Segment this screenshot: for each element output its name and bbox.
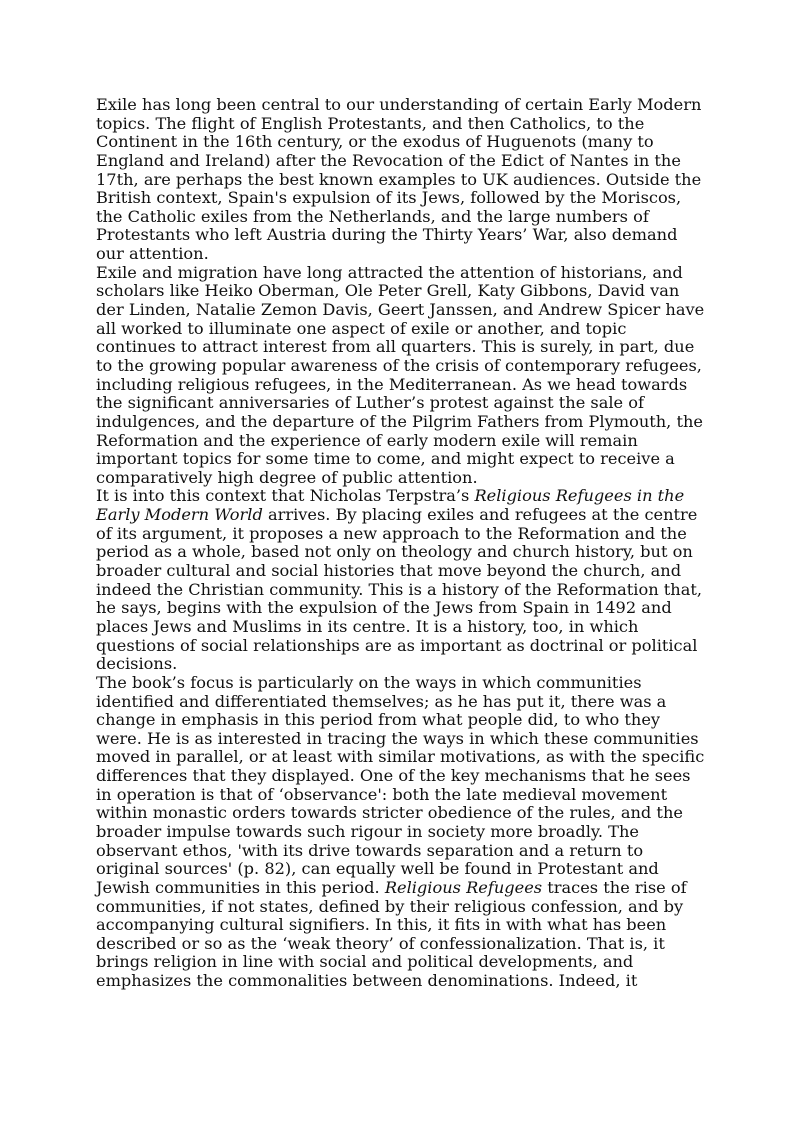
text-run: decisions. — [96, 654, 178, 674]
text-line — [96, 804, 708, 823]
text-line — [96, 842, 708, 861]
text-line — [96, 189, 708, 208]
text-run: indulgences, and the departure of the Pilgrim Fathers from Plymouth, the — [96, 411, 703, 431]
text-run: the significant anniversaries of Luther’s protest against the sale of — [96, 393, 645, 413]
text-run: broader cultural and social histories that move beyond the church, and — [96, 561, 682, 581]
paragraph — [96, 264, 708, 488]
text-line — [96, 562, 708, 581]
text-run: moved in parallel, or at least with similar motivations, as with the specific — [96, 747, 705, 767]
text-line — [96, 618, 708, 637]
text-run: 17th, are perhaps the best known examples to UK audiences. Outside the — [96, 169, 702, 189]
text-run: our attention. — [96, 244, 209, 264]
text-line — [96, 208, 708, 227]
text-line — [96, 655, 708, 674]
text-line — [96, 860, 708, 879]
text-line — [96, 357, 708, 376]
paragraph — [96, 487, 708, 673]
text-line — [96, 879, 708, 898]
text-run: he says, begins with the expulsion of the Jews from Spain in 1492 and — [96, 598, 672, 618]
text-line — [96, 171, 708, 190]
text-line — [96, 972, 708, 991]
text-run: England and Ireland) after the Revocation of the Edict of Nantes in the — [96, 150, 681, 170]
text-line — [96, 245, 708, 264]
text-line — [96, 394, 708, 413]
text-run: It is into this context that Nicholas Terpstra’s — [96, 486, 475, 506]
text-run: including religious refugees, in the Mediterranean. As we head towards — [96, 374, 688, 394]
text-line — [96, 599, 708, 618]
text-run: communities, if not states, defined by their religious confession, and by — [96, 896, 684, 916]
text-line — [96, 637, 708, 656]
text-run: change in emphasis in this period from what people did, to who they — [96, 710, 661, 730]
text-run: arrives. By placing exiles and refugees at the centre — [262, 505, 698, 525]
text-run: comparatively high degree of public attention. — [96, 467, 478, 487]
text-run: emphasizes the commonalities between denominations. Indeed, it — [96, 971, 638, 991]
text-run: Reformation and the experience of early modern exile will remain — [96, 430, 638, 450]
text-line — [96, 320, 708, 339]
text-line — [96, 115, 708, 134]
text-run: of its argument, it proposes a new approach to the Reformation and the — [96, 523, 687, 543]
text-line — [96, 152, 708, 171]
text-run: places Jews and Muslims in its centre. It is a history, too, in which — [96, 616, 639, 636]
text-line — [96, 413, 708, 432]
text-line — [96, 450, 708, 469]
text-run: broader impulse towards such rigour in society more broadly. The — [96, 821, 639, 841]
text-line — [96, 543, 708, 562]
text-run: der Linden, Natalie Zemon Davis, Geert Janssen, and Andrew Spicer have — [96, 300, 705, 320]
text-run: original sources' (p. 82), can equally well be found in Protestant and — [96, 859, 659, 879]
text-line — [96, 264, 708, 283]
italic-title: Religious Refugees — [384, 877, 543, 897]
text-run: traces the rise of — [542, 877, 687, 897]
text-run: described or so as the ‘weak theory’ of confessionalization. That is, it — [96, 933, 665, 953]
text-run: accompanying cultural signifiers. In this, it fits in with what has been — [96, 915, 667, 935]
text-line — [96, 823, 708, 842]
text-line — [96, 898, 708, 917]
text-line — [96, 226, 708, 245]
text-line — [96, 338, 708, 357]
text-run: The book’s focus is particularly on the ways in which communities — [96, 672, 642, 692]
text-run: differences that they displayed. One of the key mechanisms that he sees — [96, 766, 691, 786]
text-run: Exile has long been central to our understanding of certain Early Modern — [96, 95, 702, 114]
text-line — [96, 133, 708, 152]
text-line — [96, 301, 708, 320]
text-run: were. He is as interested in tracing the ways in which these communities — [96, 728, 699, 748]
text-run: observant ethos, 'with its drive towards separation and a return to — [96, 840, 644, 860]
text-line — [96, 711, 708, 730]
text-run: Exile and migration have long attracted the attention of historians, and — [96, 262, 683, 282]
document-page — [96, 96, 708, 991]
text-line — [96, 525, 708, 544]
text-line — [96, 581, 708, 600]
text-line — [96, 730, 708, 749]
text-run: Jewish communities in this period. — [96, 877, 385, 897]
text-line — [96, 935, 708, 954]
text-line — [96, 506, 708, 525]
text-line — [96, 953, 708, 972]
text-run: Protestants who left Austria during the Thirty Years’ War, also demand — [96, 225, 678, 245]
text-run: identified and differentiated themselves; as he has put it, there was a — [96, 691, 667, 711]
text-line — [96, 469, 708, 488]
italic-title: Early Modern World — [96, 505, 263, 525]
text-run: in operation is that of ‘observance': both the late medieval movement — [96, 784, 668, 804]
text-line — [96, 96, 708, 115]
text-line — [96, 376, 708, 395]
text-run: Continent in the 16th century, or the exodus of Huguenots (many to — [96, 132, 654, 152]
text-run: continues to attract interest from all quarters. This is surely, in part, due — [96, 337, 695, 357]
text-line — [96, 767, 708, 786]
text-run: topics. The flight of English Protestants, and then Catholics, to the — [96, 113, 645, 133]
text-run: scholars like Heiko Oberman, Ole Peter Grell, Katy Gibbons, David van — [96, 281, 680, 301]
text-run: all worked to illuminate one aspect of exile or another, and topic — [96, 318, 627, 338]
text-line — [96, 786, 708, 805]
text-run: brings religion in line with social and political developments, and — [96, 952, 634, 972]
text-line — [96, 282, 708, 301]
text-line — [96, 432, 708, 451]
text-run: important topics for some time to come, and might expect to receive a — [96, 449, 675, 469]
paragraph — [96, 674, 708, 991]
italic-title: Religious Refugees in the — [474, 486, 685, 506]
text-line — [96, 748, 708, 767]
paragraph — [96, 96, 708, 264]
text-line — [96, 487, 708, 506]
text-line — [96, 674, 708, 693]
text-run: period as a whole, based not only on theology and church history, but on — [96, 542, 693, 562]
text-line — [96, 916, 708, 935]
text-run: within monastic orders towards stricter obedience of the rules, and the — [96, 803, 683, 823]
text-run: to the growing popular awareness of the crisis of contemporary refugees, — [96, 355, 702, 375]
text-run: British context, Spain's expulsion of its Jews, followed by the Moriscos, — [96, 188, 682, 208]
text-run: questions of social relationships are as important as doctrinal or political — [96, 635, 698, 655]
text-line — [96, 693, 708, 712]
text-run: the Catholic exiles from the Netherlands, and the large numbers of — [96, 206, 649, 226]
text-run: indeed the Christian community. This is a history of the Reformation that, — [96, 579, 703, 599]
